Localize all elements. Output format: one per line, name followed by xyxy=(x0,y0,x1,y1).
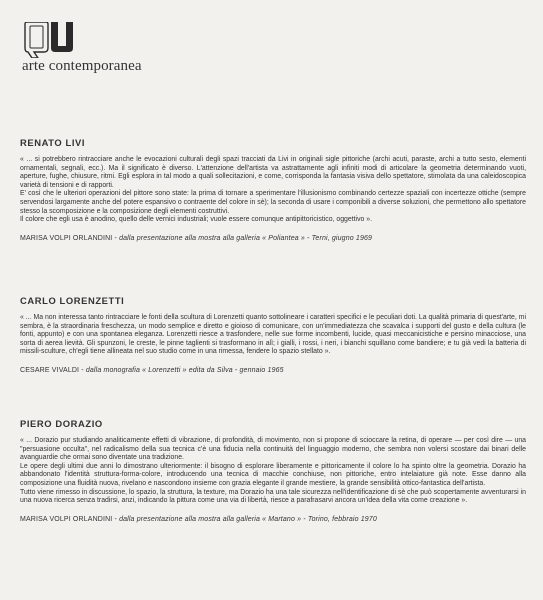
credit-author: MARISA VOLPI ORLANDINI xyxy=(20,515,113,523)
qu-logo xyxy=(22,22,78,58)
credit-source: dalla presentazione alla mostra alla galleria « Poliantea » - Terni, giugno 1969 xyxy=(119,234,373,242)
quote-credit xyxy=(20,235,526,242)
credit-author: CESARE VIVALDI xyxy=(20,366,80,374)
quote-paragraph: « ... si potrebbero rintracciare anche le evocazioni culturali degli spazi tracciati da Livi in originali sigle pittoriche (archi acuti, paraste, archi a tutto sesto, elementi ornamentali, segnali, ecc.). Ma il significato è diverso. L'attenzione dell'artista va astrattamente agli infiniti modi di articolare la geometria determinando vuoti, aperture, fughe, chiusure, ritmi. Egli esplora in tal modo a quali sollecitazioni, e come, corrisponda la fantasia visiva dello spettatore, stimolata da una caleidoscopica varietà di tensioni e di rapporti. xyxy=(20,156,526,189)
quote-text xyxy=(20,437,526,506)
artist-section-livi xyxy=(20,137,526,242)
artist-section-dorazio xyxy=(20,418,526,523)
quote-text xyxy=(20,314,526,357)
quote-text xyxy=(20,156,526,225)
quote-paragraph: « ... Ma non interessa tanto rintracciare le fonti della scultura di Lorenzetti quanto sottolineare i caratteri specifici e le peculiari doti. La qualità primaria di quest'arte, mi sembra, è la straordinaria freschezza, un modo semplice e diretto e gioioso di comunicare, con un'immediatezza che scavalca i supporti del gusto e della cultura (le fonti, appunto) e con una spontanea eleganza. Lorenzetti riesce a trasfondere, nelle sue forme incombenti, lucide, quasi meccanicistiche e persino minacciose, una sorta di aerea lievità. Gli spunzoni, le creste, le pinne taglienti si trasformano in alì; i gialli, i rossi, i neri, i bianchi squillano come bandiere; e tu già vedi la batteria di missili-sculture, ch'egli tiene allineata nel suo studio come in una rimessa, fendere lo spazio stellato ». xyxy=(20,314,526,356)
credit-source: dalla monografia « Lorenzetti » edita da Silva - gennaio 1965 xyxy=(85,366,284,374)
quote-credit xyxy=(20,516,526,523)
credit-separator: - xyxy=(79,366,86,374)
quote-paragraph: « ... Dorazio pur studiando analiticamente effetti di vibrazione, di profondità, di movimento, non si propone di scioccare la retina, di operare — per così dire — una "persuasione occulta", nel radicalismo della sua tecnica c'è una fiducia nella continuità del linguaggio moderno, che sembra non volersi scostare dai binari delle avanguardie che ormai sono diventate una tradizione. xyxy=(20,437,526,462)
quote-credit xyxy=(20,367,526,374)
quote-paragraph: E' così che le ulteriori operazioni del pittore sono state: la prima di tornare a sperimentare l'illusionismo combinando certezze spaziali con incertezze ottiche (sempre servendosi largamente anche del potere espansivo o contraente del colore in sè); la seconda di usare i componibili a diverse soluzioni, che permettono allo spettatore stesso la scomposizione e la composizione degli elementi costruttivi. xyxy=(20,190,526,215)
section-title: RENATO LIVI xyxy=(20,137,86,148)
quote-paragraph: Tutto viene rimesso in discussione, lo spazio, la struttura, la texture, ma Dorazio ha una tale sicurezza nell'identificazione di sè che può scopertamente avventurarsi in una nuova ricerca senza tradirsi, anzi, indicando la pittura come una via di libertà, riesce a parafrasarvi ancora un'idea della vita come creazione ». xyxy=(20,488,526,505)
quote-paragraph: Le opere degli ultimi due anni lo dimostrano ulteriormente: il bisogno di esplorare liberamente e pittoricamente il colore lo ha spinto oltre la geometria. Dorazio ha abbandonato l'identità struttura-forma-colore, introducendo una tecnica di macchie conchiuse, non pittoriche, entro intelaiature già note. Esse danno alla composizione una fluidità nuova, rivelano e nascondono insieme con grazia elegante il grande mestiere, la grande sensibilità ottico-fantastica dell'artista. xyxy=(20,462,526,487)
credit-source: dalla presentazione alla mostra alla galleria « Martano » - Torino, febbraio 1970 xyxy=(119,515,377,523)
credit-separator: - xyxy=(112,515,120,523)
credit-author: MARISA VOLPI ORLANDINI xyxy=(20,234,113,242)
artist-section-lorenzetti xyxy=(20,295,526,374)
section-title: PIERO DORAZIO xyxy=(20,418,103,429)
quote-paragraph: Il colore che egli usa è anodino, quello delle vernici industriali; vuole essere comunque antipittoricistico, oggettivo ». xyxy=(20,216,373,224)
page-subtitle: arte contemporanea xyxy=(22,58,142,74)
credit-separator: - xyxy=(112,234,120,242)
section-title: CARLO LORENZETTI xyxy=(20,295,125,306)
